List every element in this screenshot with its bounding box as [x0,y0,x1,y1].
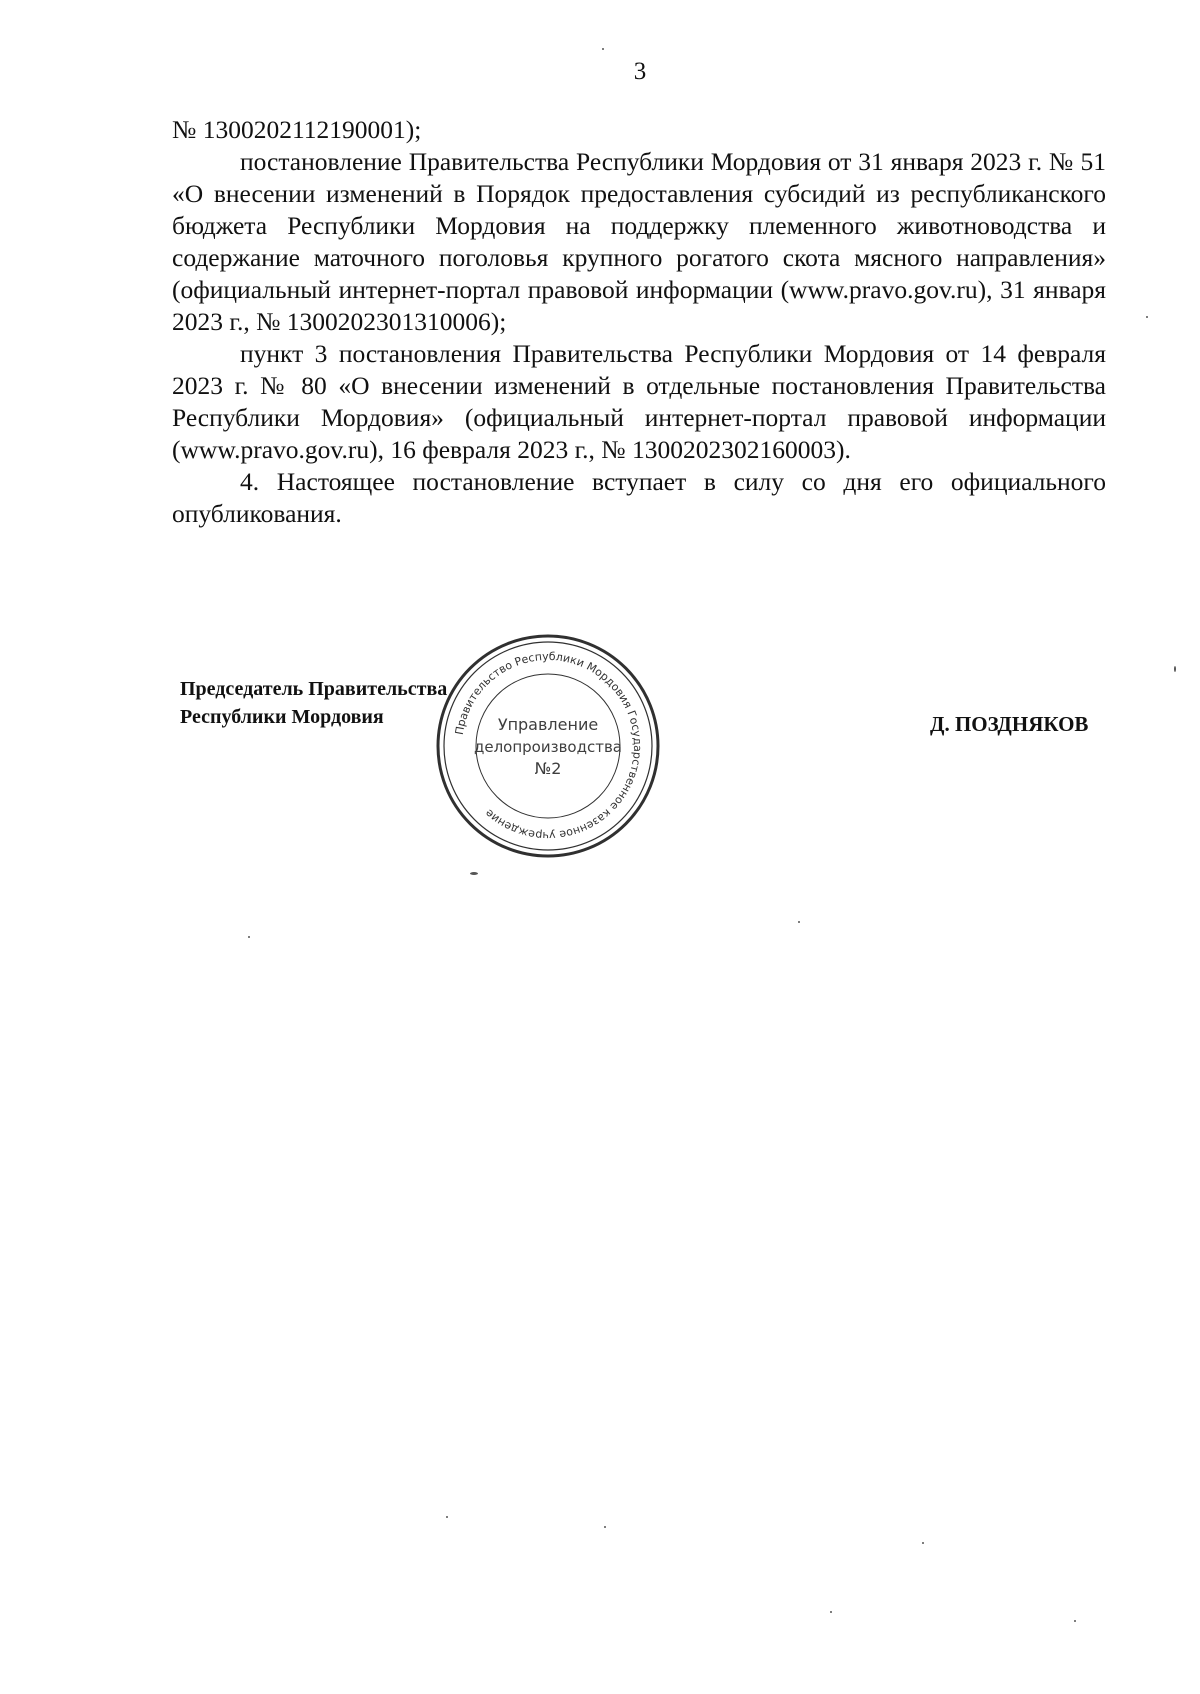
scan-speck [604,1526,606,1528]
paragraph-resolution-51: постановление Правительства Республики Мордовия от 31 января 2023 г. № 51 «О внесении изменений в Порядок предоставления субсидий из республиканского бюджета Республики Мордовия на поддержку племенного животноводства и содержание маточного поголовья крупного рогатого скота мясного направления» (официальный интернет-портал правовой информации (www.pravo.gov.ru), 31 января 2023 г., № 1300202301310006); [172,147,1106,336]
signature-title-line2: Республики Мордовия [180,706,384,728]
stamp-center-line2: делопроизводства [473,738,623,756]
signature-title-line1: Председатель Правительства [180,678,448,700]
scan-speck [446,1516,448,1518]
scan-speck [922,1542,924,1544]
signer-name: Д. ПОЗДНЯКОВ [930,712,1089,736]
official-stamp [434,632,662,860]
scan-speck [1146,316,1148,318]
stamp-center-line3: №2 [534,759,562,778]
stamp-center-line1: Управление [497,715,599,734]
scan-speck [248,936,250,938]
paragraph-resolution-80: пункт 3 постановления Правительства Республики Мордовия от 14 февраля 2023 г. № 80 «О внесении изменений в отдельные постановления Правительства Республики Мордовия» (официальный интернет-портал правовой информации (www.pravo.gov.ru), 16 февраля 2023 г., № 1300202302160003). [172,339,1106,464]
scan-speck [470,872,478,875]
scan-speck [1174,666,1176,672]
stamp-ring-text: Правительство Республики Мордовия Государственное казенное учреждение [452,649,645,843]
scan-speck [602,48,604,50]
scan-speck [798,921,800,923]
scan-speck [1074,1620,1076,1622]
paragraph-continuation: № 1300202112190001); [172,115,422,144]
scan-speck [830,1611,832,1613]
document-body [172,114,1106,530]
paragraph-effective-date: 4. Настоящее постановление вступает в силу со дня его официального опубликования. [172,467,1106,528]
signature-title [180,675,447,731]
page-number: 3 [633,58,647,85]
